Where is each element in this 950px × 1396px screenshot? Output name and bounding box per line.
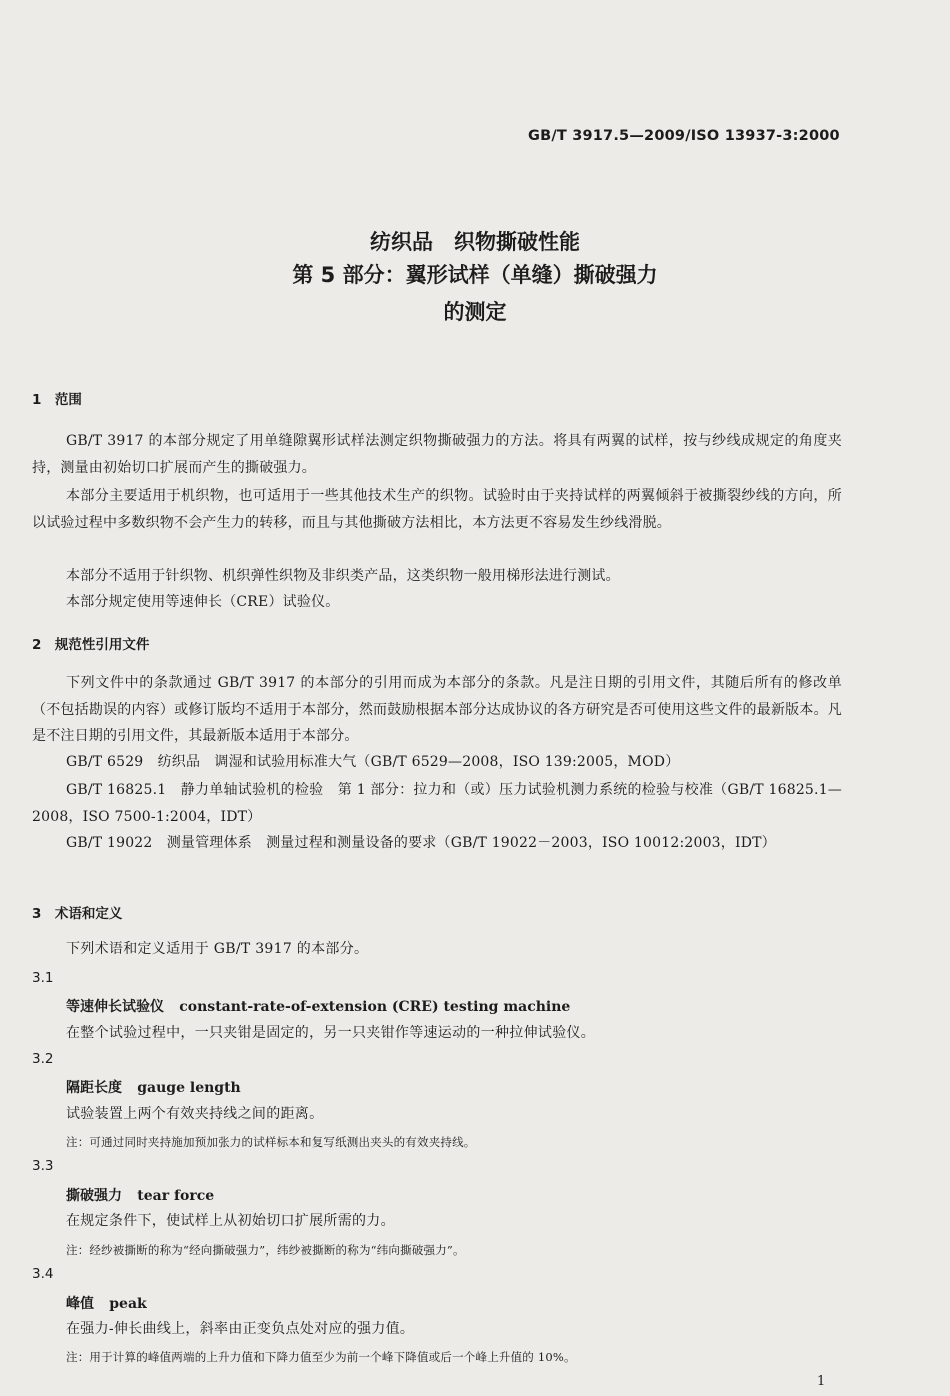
section-3-heading: 3 术语和定义 [32,906,123,922]
term-title [66,1293,147,1313]
section-1-heading: 1 范围 [32,392,82,408]
term-title [66,996,570,1016]
section-1-paragraph-1: GB/T 3917 的本部分规定了用单缝隙翼形试样法测定织物撕破强力的方法。将具有两翼的试样，按与纱线成规定的角度夹持，测量由初始切口扩展而产生的撕破强力。 [32,433,842,476]
term-english: peak [109,1296,147,1312]
section-1-paragraph-4: 本部分规定使用等速伸长（CRE）试验仪。 [66,594,340,610]
page-number: 1 [817,1374,826,1389]
term-note: 注：经纱被撕断的称为“经向撕破强力”，纬纱被撕断的称为“纬向撕破强力”。 [66,1243,465,1257]
title-line-1: 纺织品 织物撕破性能 [370,230,580,254]
term-definition: 在强力-伸长曲线上，斜率由正变负点处对应的强力值。 [66,1321,415,1337]
title-line-2: 第 5 部分：翼形试样（单缝）撕破强力 [292,263,658,287]
term-definition: 试验装置上两个有效夹持线之间的距离。 [66,1106,324,1122]
term-chinese: 等速伸长试验仪 [66,999,164,1015]
section-2-paragraph-1: 下列文件中的条款通过 GB/T 3917 的本部分的引用而成为本部分的条款。凡是注日期的引用文件，其随后所有的修改单（不包括勘误的内容）或修订版均不适用于本部分，然而鼓励根据本部分达成协议的各方研究是否可使用这些文件的最新版本。凡是不注日期的引用文件，其最新版本适用于本部分。 [32,675,842,744]
term-chinese: 隔距长度 [66,1080,122,1096]
normative-reference-2: GB/T 16825.1 静力单轴试验机的检验 第 1 部分：拉力和（或）压力试验机测力系统的检验与校准（GB/T 16825.1—2008，ISO 7500-1:2004，IDT） [32,782,842,825]
term-chinese: 峰值 [66,1296,94,1312]
standard-code: GB/T 3917.5—2009/ISO 13937-3:2000 [528,128,840,144]
section-2-heading: 2 规范性引用文件 [32,637,150,653]
term-definition: 在规定条件下，使试样上从初始切口扩展所需的力。 [66,1213,395,1229]
term-english: tear force [137,1188,215,1204]
term-number: 3.2 [32,1051,54,1067]
section-3-intro: 下列术语和定义适用于 GB/T 3917 的本部分。 [66,941,369,957]
term-note: 注：可通过同时夹持施加预加张力的试样标本和复写纸测出夹头的有效夹持线。 [66,1135,476,1149]
normative-reference-3: GB/T 19022 测量管理体系 测量过程和测量设备的要求（GB/T 19022－2003，ISO 10012:2003，IDT） [66,835,776,851]
term-title [66,1185,214,1205]
section-1-paragraph-3: 本部分不适用于针织物、机织弹性织物及非织类产品，这类织物一般用梯形法进行测试。 [66,568,620,584]
term-english: constant-rate-of-extension (CRE) testing machine [179,999,571,1015]
term-number: 3.3 [32,1158,54,1174]
term-english: gauge length [137,1080,241,1096]
term-note: 注：用于计算的峰值两端的上升力值和下降力值至少为前一个峰下降值或后一个峰上升值的 10%。 [66,1350,576,1364]
section-1-paragraph-2: 本部分主要适用于机织物，也可适用于一些其他技术生产的织物。试验时由于夹持试样的两翼倾斜于被撕裂纱线的方向，所以试验过程中多数织物不会产生力的转移，而且与其他撕破方法相比，本方法更不容易发生纱线滑脱。 [32,488,842,531]
title-line-3: 的测定 [443,300,507,324]
term-number: 3.4 [32,1266,54,1282]
term-title [66,1077,241,1097]
normative-reference-1: GB/T 6529 纺织品 调湿和试验用标准大气（GB/T 6529—2008，ISO 139:2005，MOD） [66,754,680,770]
term-definition: 在整个试验过程中，一只夹钳是固定的，另一只夹钳作等速运动的一种拉伸试验仪。 [66,1025,596,1041]
term-chinese: 撕破强力 [66,1188,122,1204]
term-number: 3.1 [32,970,54,986]
